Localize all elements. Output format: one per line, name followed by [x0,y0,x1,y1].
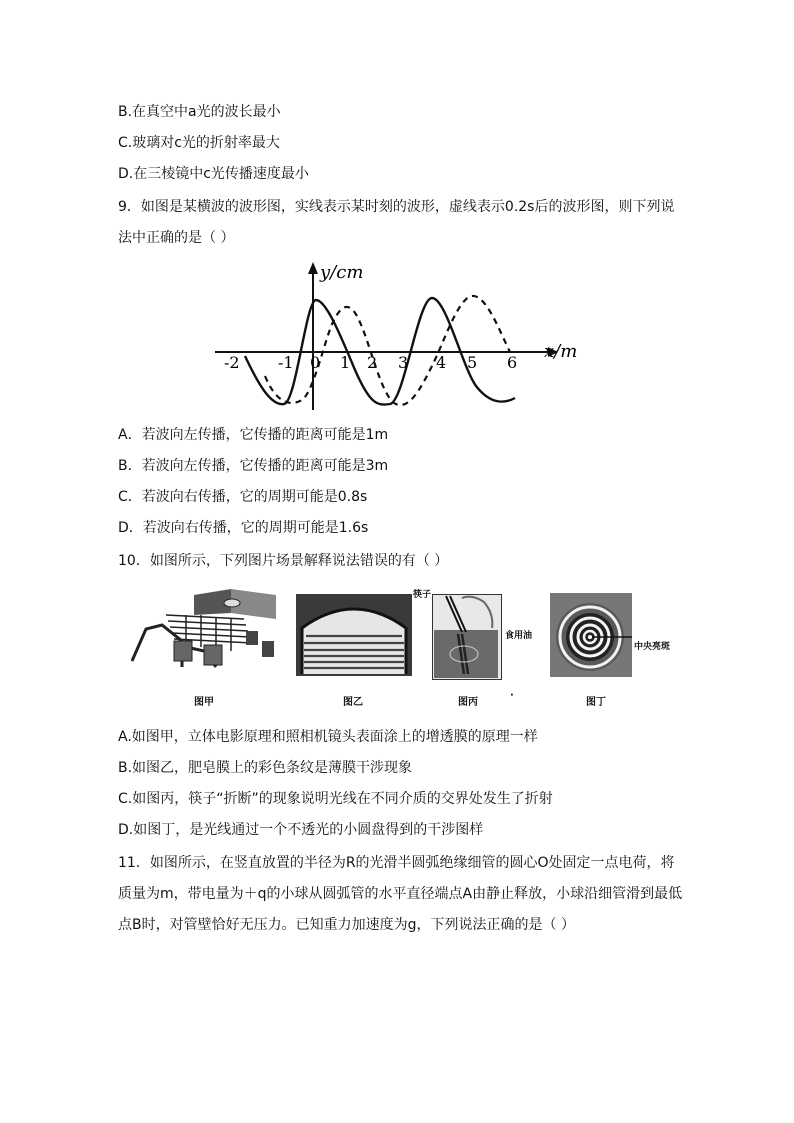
figure-jia-3d-glasses [126,585,286,680]
q11-stem-line3: 点B时，对管壁恰好无压力。已知重力加速度为g，下列说法正确的是（ ） [118,917,575,933]
x-tick-label: 6 [507,353,518,372]
x-tick-label: -2 [224,353,240,372]
x-tick-label: 1 [340,353,351,372]
q10-option-a: A.如图甲，立体电影原理和照相机镜头表面涂上的增透膜的原理一样 [118,729,538,745]
caption-jia: 图甲 [194,697,214,708]
q9-stem-line2: 法中正确的是（ ） [118,230,235,246]
x-tick-label: 5 [467,353,478,372]
x-tick-label: -1 [278,353,294,372]
wave-graph [210,258,590,418]
figure-yi-soap-film [296,594,412,676]
x-axis-label: x/m [544,341,578,362]
q11-stem-line2: 质量为m，带电量为＋q的小球从圆弧管的水平直径端点A由静止释放，小球沿细管滑到最低 [118,886,683,902]
y-axis-arrow [308,262,318,274]
label-chopsticks: 筷子 [413,590,432,600]
q8-option-d: D.在三棱镜中c光传播速度最小 [118,166,309,182]
q9-option-c: C．若波向右传播，它的周期可能是0.8s [118,489,368,505]
q9-option-b: B．若波向左传播，它传播的距离可能是3m [118,458,389,474]
figure-ding-rings [550,593,632,677]
q10-option-c: C.如图丙，筷子“折断”的现象说明光线在不同介质的交界处发生了折射 [118,791,553,807]
q10-option-d: D.如图丁，是光线通过一个不透光的小圆盘得到的干涉图样 [118,822,484,838]
y-axis-label: y/cm [320,262,364,283]
label-oil: 食用油 [505,631,533,641]
x-tick-label: 3 [398,353,409,372]
label-center-spot: 中央亮斑 [634,642,671,652]
q8-option-c: C.玻璃对c光的折射率最大 [118,135,280,151]
caption-yi: 图乙 [343,697,363,708]
caption-bing: 图丙 [458,697,478,708]
q9-stem-line1: 9．如图是某横波的波形图，实线表示某时刻的波形，虚线表示0.2s后的波形图，则下列说 [118,199,675,215]
q9-option-a: A．若波向左传播，它传播的距离可能是1m [118,427,389,443]
q10-option-b: B.如图乙，肥皂膜上的彩色条纹是薄膜干涉现象 [118,760,413,776]
q8-option-b: B.在真空中a光的波长最小 [118,104,281,120]
figure-bing-chopsticks [432,594,502,680]
x-tick-label: 4 [436,353,447,372]
caption-ding: 图丁 [586,697,606,708]
q11-stem-line1: 11．如图所示，在竖直放置的半径为R的光滑半圆弧绝缘细管的圆心O处固定一点电荷，将 [118,855,675,871]
x-tick-label: 0 [310,353,321,372]
q9-option-d: D．若波向右传播，它的周期可能是1.6s [118,520,369,536]
x-tick-label: 2 [367,353,378,372]
q10-stem: 10．如图所示，下列图片场景解释说法错误的有（ ） [118,553,449,569]
caption-dot: · [510,690,514,701]
